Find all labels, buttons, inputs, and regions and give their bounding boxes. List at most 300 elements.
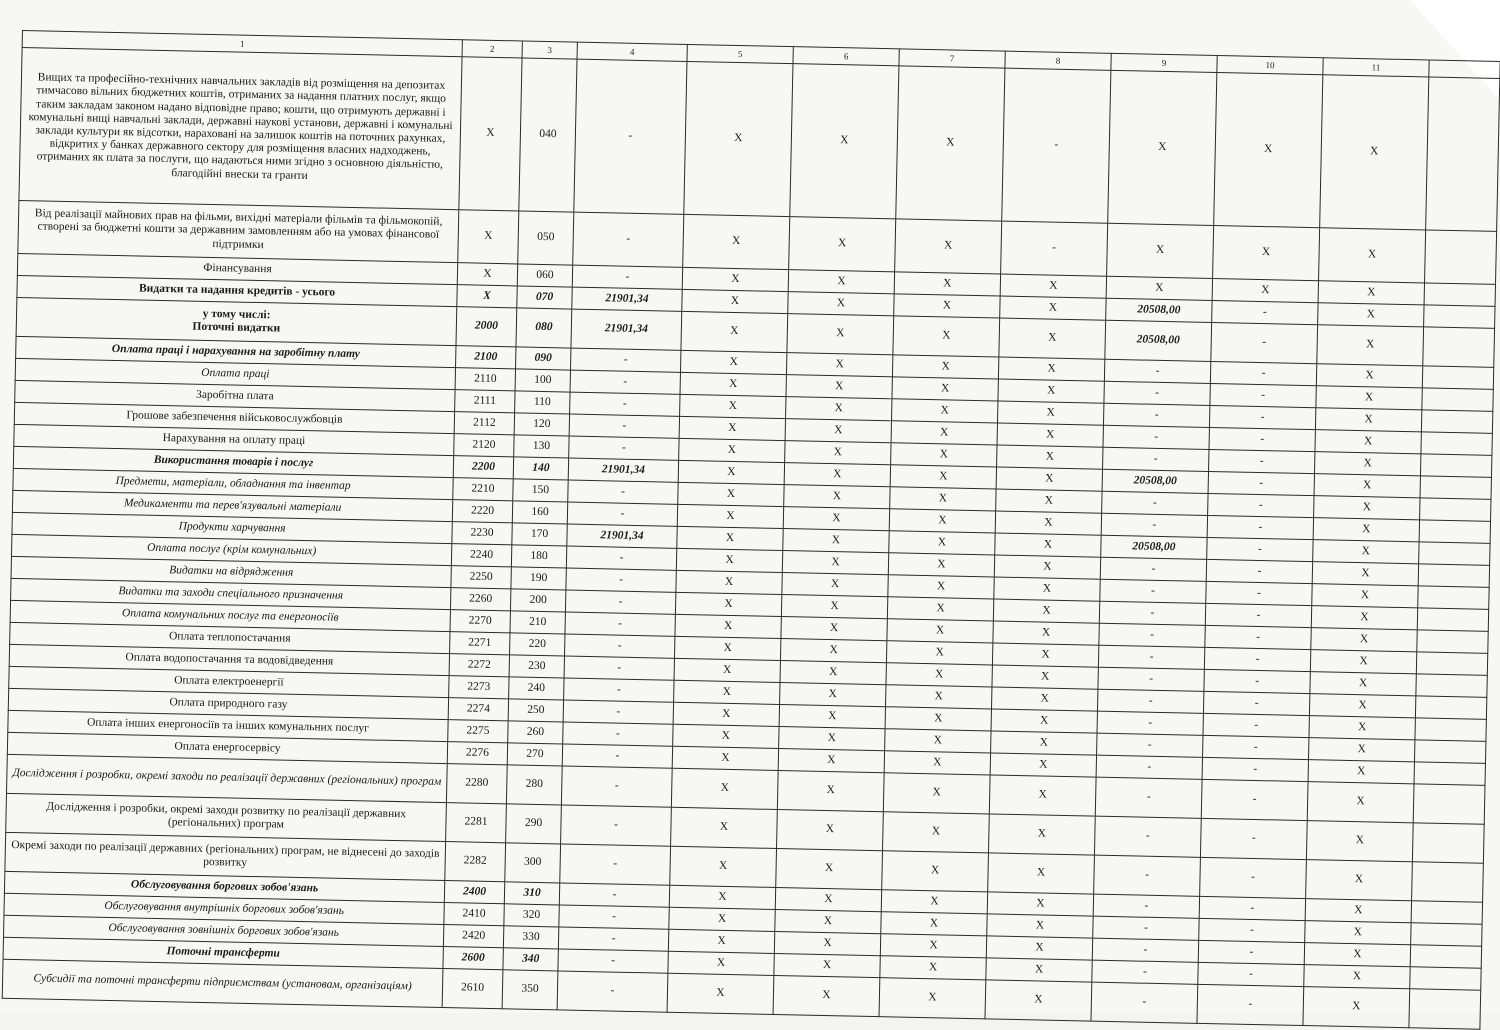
cell-c7: X	[892, 355, 998, 379]
cell-c6: X	[779, 727, 885, 751]
cell-c7: X	[892, 377, 998, 401]
cell-blank	[1417, 630, 1488, 653]
cell-c7: X	[879, 978, 986, 1019]
cell-c9: -	[1099, 601, 1205, 625]
cell-c10: -	[1198, 962, 1304, 986]
cell-c9: -	[1094, 816, 1201, 857]
cell-blank	[1411, 901, 1482, 924]
cell-c6: X	[789, 217, 896, 272]
cell-c8: X	[995, 511, 1101, 535]
cell-c6: X	[781, 595, 887, 619]
cell-c10: -	[1199, 896, 1305, 920]
cell-c10: -	[1209, 405, 1315, 429]
cell-c2: X	[457, 285, 517, 308]
cell-c8: X	[987, 892, 1093, 916]
col-header: 4	[577, 42, 687, 61]
cell-c11: X	[1319, 228, 1426, 283]
cell-c10: -	[1201, 779, 1308, 820]
cell-c11: X	[1303, 987, 1410, 1028]
cell-c11: X	[1310, 650, 1416, 674]
cell-c10: -	[1200, 818, 1307, 859]
cell-c5: X	[677, 526, 783, 550]
cell-c6: X	[783, 529, 889, 553]
cell-c2: 2600	[443, 947, 503, 970]
cell-c5: X	[670, 846, 777, 887]
row-label: Окремі заходи по реалізації державних (регіональних) програм, не віднесені до заходів розвитку	[5, 832, 446, 880]
cell-c4: 21901,34	[572, 287, 682, 311]
cell-c8: X	[997, 445, 1103, 469]
cell-c7: X	[890, 487, 996, 511]
cell-c6: X	[778, 749, 884, 773]
cell-c8: -	[1002, 68, 1111, 223]
cell-c6: X	[786, 353, 892, 377]
cell-blank	[1419, 520, 1490, 543]
cell-c3: 240	[509, 677, 564, 700]
cell-blank	[1420, 498, 1491, 521]
cell-c9: -	[1092, 938, 1198, 962]
row-label: Використання товарів і послуг	[13, 446, 453, 477]
row-label: Оплата праці	[15, 358, 455, 389]
cell-c8: X	[992, 665, 1098, 689]
cell-c3: 350	[502, 970, 558, 1010]
cell-c2: 2275	[448, 720, 508, 743]
cell-c3: 110	[515, 391, 570, 414]
cell-c5: X	[672, 746, 778, 770]
cell-c3: 280	[506, 765, 562, 805]
row-label: Фінансування	[17, 253, 457, 284]
cell-c5: X	[678, 460, 784, 484]
cell-c11: X	[1304, 965, 1410, 989]
cell-c10: -	[1211, 322, 1318, 363]
cell-c5: X	[676, 570, 782, 594]
cell-blank	[1420, 476, 1491, 499]
cell-c4: -	[559, 905, 669, 929]
cell-c7: X	[883, 812, 990, 853]
cell-c10: -	[1200, 857, 1307, 898]
cell-c7: X	[891, 443, 997, 467]
cell-c4: -	[570, 370, 680, 394]
cell-c5: X	[678, 482, 784, 506]
cell-c8: X	[991, 709, 1097, 733]
cell-c5: X	[679, 416, 785, 440]
cell-c5: X	[679, 438, 785, 462]
cell-blank	[1411, 923, 1482, 946]
cell-blank	[1415, 718, 1486, 741]
cell-c3: 130	[514, 435, 569, 458]
cell-c11: X	[1309, 694, 1415, 718]
cell-c7: X	[888, 575, 994, 599]
cell-c9: -	[1102, 491, 1208, 515]
cell-c11: X	[1315, 408, 1421, 432]
cell-c2: 2280	[446, 764, 507, 804]
cell-c7: X	[891, 421, 997, 445]
cell-c5: X	[676, 548, 782, 572]
cell-c2: 2420	[443, 925, 503, 948]
row-label: Оплата комунальних послуг та енергоносіїв	[10, 600, 450, 631]
cell-c8: X	[995, 533, 1101, 557]
cell-c11: X	[1314, 474, 1420, 498]
cell-blank	[1416, 652, 1487, 675]
cell-c5: X	[668, 929, 774, 953]
cell-c6: X	[782, 551, 888, 575]
cell-c9: -	[1097, 689, 1203, 713]
cell-c5: X	[683, 214, 790, 269]
cell-c9: -	[1098, 645, 1204, 669]
cell-c2: 2230	[452, 522, 512, 545]
cell-c2: 2274	[448, 698, 508, 721]
cell-c9: X	[1106, 276, 1212, 300]
cell-c6: X	[779, 705, 885, 729]
col-header: 8	[1005, 51, 1111, 70]
row-label: Заробітна плата	[15, 380, 455, 411]
cell-c6: X	[786, 397, 892, 421]
row-label: Оплата інших енергоносіїв та інших комунальних послуг	[8, 710, 448, 741]
cell-c8: X	[998, 357, 1104, 381]
cell-c7: X	[889, 531, 995, 555]
cell-blank	[1418, 564, 1489, 587]
cell-c6: X	[784, 485, 890, 509]
cell-c10: -	[1208, 493, 1314, 517]
cell-c3: 080	[516, 308, 572, 348]
cell-blank	[1421, 432, 1492, 455]
cell-c6: X	[774, 953, 880, 977]
cell-c8: X	[990, 753, 1096, 777]
cell-c11: X	[1312, 562, 1418, 586]
cell-c11: X	[1316, 364, 1422, 388]
cell-c6: X	[776, 848, 883, 889]
cell-c7: X	[892, 399, 998, 423]
cell-c2: 2410	[444, 903, 504, 926]
cell-c3: 220	[510, 633, 565, 656]
cell-c5: X	[680, 394, 786, 418]
cell-c7: X	[886, 663, 992, 687]
col-header: 2	[462, 40, 522, 58]
cell-c4: -	[573, 212, 684, 267]
cell-c8: X	[996, 489, 1102, 513]
row-label: Оплата електроенергії	[9, 666, 449, 697]
col-header: 3	[522, 41, 577, 59]
cell-blank	[1421, 410, 1492, 433]
cell-c8: X	[986, 936, 1092, 960]
cell-c5: X	[675, 592, 781, 616]
cell-c4: 21901,34	[568, 458, 678, 482]
row-label: Нарахування на оплату праці	[14, 424, 454, 455]
cell-c9: -	[1097, 711, 1203, 735]
cell-c3: 200	[510, 589, 565, 612]
cell-c11: X	[1318, 281, 1424, 305]
cell-c8: X	[989, 775, 1096, 816]
cell-c8: X	[998, 379, 1104, 403]
cell-c6: X	[783, 507, 889, 531]
cell-blank	[1424, 283, 1495, 306]
cell-blank	[1420, 454, 1491, 477]
cell-c11: X	[1312, 584, 1418, 608]
cell-c4: -	[569, 436, 679, 460]
cell-c2: 2272	[449, 654, 509, 677]
row-label: Видатки на відрядження	[11, 556, 451, 587]
cell-c9: -	[1096, 755, 1202, 779]
cell-c11: X	[1313, 518, 1419, 542]
cell-c3: 190	[511, 567, 566, 590]
row-label: Обслуговування зовнішніх боргових зобов'язань	[3, 915, 443, 946]
cell-c10: -	[1203, 735, 1309, 759]
cell-c4: 21901,34	[567, 524, 677, 548]
cell-blank	[1409, 989, 1481, 1029]
cell-c10: -	[1204, 647, 1310, 671]
cell-c10: -	[1205, 625, 1311, 649]
cell-c6: X	[787, 314, 894, 355]
cell-c10: -	[1207, 515, 1313, 539]
cell-c8: X	[991, 731, 1097, 755]
cell-blank	[1412, 823, 1484, 863]
cell-c6: X	[780, 661, 886, 685]
cell-c7: X	[888, 553, 994, 577]
cell-c3: 040	[519, 58, 577, 212]
cell-c5: X	[668, 951, 774, 975]
cell-c3: 260	[508, 721, 563, 744]
cell-c5: X	[677, 504, 783, 528]
col-header: 10	[1217, 56, 1323, 75]
cell-c10: -	[1206, 581, 1312, 605]
cell-c9: 20508,00	[1101, 535, 1207, 559]
cell-blank	[1417, 608, 1488, 631]
cell-c5: X	[673, 724, 779, 748]
cell-c9: -	[1103, 447, 1209, 471]
cell-c6: X	[777, 809, 884, 850]
cell-c11: X	[1311, 628, 1417, 652]
cell-c5: X	[680, 372, 786, 396]
col-header: 5	[687, 44, 793, 63]
cell-blank	[1412, 862, 1484, 902]
cell-blank	[1418, 586, 1489, 609]
cell-c9: -	[1103, 403, 1209, 427]
cell-c3: 120	[514, 413, 569, 436]
cell-c8: X	[996, 467, 1102, 491]
cell-c2: 2276	[447, 742, 507, 765]
cell-c2: 2400	[444, 881, 504, 904]
cell-c10: -	[1205, 603, 1311, 627]
cell-c10: -	[1210, 361, 1316, 385]
cell-c3: 300	[505, 843, 561, 883]
cell-c6: X	[788, 270, 894, 294]
cell-c3: 310	[504, 882, 559, 905]
cell-blank	[1413, 784, 1485, 824]
cell-c6: X	[782, 573, 888, 597]
cell-c4: -	[568, 480, 678, 504]
cell-c5: X	[674, 680, 780, 704]
cell-c3: 210	[510, 611, 565, 634]
cell-c2: 2111	[455, 390, 515, 413]
cell-c7: X	[883, 773, 990, 814]
cell-c4: -	[567, 502, 677, 526]
row-label: Поточні трансферти	[3, 937, 443, 968]
cell-c10: -	[1206, 559, 1312, 583]
cell-c9: -	[1099, 623, 1205, 647]
cell-c9: -	[1092, 960, 1198, 984]
cell-c7: X	[887, 597, 993, 621]
cell-c3: 090	[516, 347, 571, 370]
cell-c11: X	[1309, 738, 1415, 762]
cell-c3: 290	[506, 804, 562, 844]
cell-c7: X	[893, 316, 1000, 357]
cell-c5: X	[673, 702, 779, 726]
cell-c5: X	[674, 636, 780, 660]
cell-c3: 340	[503, 948, 558, 971]
cell-c7: X	[890, 465, 996, 489]
cell-c9: -	[1101, 513, 1207, 537]
cell-c9: -	[1104, 359, 1210, 383]
row-label: у тому числі: Поточні видатки	[16, 297, 457, 345]
cell-c7: X	[881, 912, 987, 936]
cell-c4: -	[563, 722, 673, 746]
cell-blank	[1419, 542, 1490, 565]
cell-c8: X	[999, 318, 1106, 359]
cell-c2: 2250	[451, 566, 511, 589]
row-label: Медикаменти та перев'язувальні матеріали	[12, 490, 452, 521]
cell-c11: X	[1306, 860, 1413, 901]
cell-c8: X	[988, 814, 1095, 855]
cell-c11: X	[1311, 606, 1417, 630]
cell-c6: X	[773, 975, 880, 1016]
cell-c3: 160	[512, 501, 567, 524]
cell-c7: X	[895, 219, 1002, 274]
cell-c2: 2110	[455, 368, 515, 391]
cell-c7: X	[894, 294, 1000, 318]
row-label: Обслуговування внутрішніх боргових зобов'язань	[4, 893, 444, 924]
cell-c8: X	[994, 555, 1100, 579]
cell-c5: X	[669, 907, 775, 931]
cell-blank	[1410, 967, 1481, 990]
cell-c4: -	[565, 590, 675, 614]
cell-c4: -	[570, 392, 680, 416]
col-header: 9	[1111, 53, 1217, 72]
cell-c8: X	[997, 423, 1103, 447]
cell-c2: 2210	[453, 478, 513, 501]
cell-c2: 2240	[451, 544, 511, 567]
cell-c11: X	[1306, 821, 1413, 862]
cell-c11: X	[1310, 672, 1416, 696]
cell-c3: 250	[508, 699, 563, 722]
cell-c9: -	[1091, 982, 1198, 1023]
cell-c4: -	[561, 766, 672, 807]
cell-c11: X	[1308, 760, 1414, 784]
cell-c3: 170	[512, 523, 567, 546]
row-label: Продукти харчування	[12, 512, 452, 543]
col-header: 11	[1323, 58, 1429, 77]
cell-c3: 230	[509, 655, 564, 678]
cell-c4: -	[564, 678, 674, 702]
cell-c9: X	[1107, 223, 1214, 278]
cell-c8: -	[1001, 221, 1108, 276]
row-label: Вищих та професійно-технічних навчальних закладів від розміщення на депозитах тимчасово вільних бюджетних коштів, отриманих за надання платних послуг, якщо таким закладам законом надано відповідне право; кошти, що отримують державні і комунальні вищі навчальні заклади, державні наукові установи, державні і комунальні заклади культури як відсотки, нараховані на залишок коштів на поточних рахунках, відкритих у банках державного сектору для розміщення власних надходжень, отриманих як плата за послуги, що надаються ними згідно з основною діяльністю, благодійні внески та гранти	[19, 48, 462, 210]
cell-c9: X	[1108, 70, 1217, 225]
row-label: Дослідження і розробки, окремі заходи по реалізації державних (регіональних) програм	[7, 754, 448, 802]
cell-c8: X	[997, 401, 1103, 425]
cell-c6: X	[777, 770, 884, 811]
row-label: Субсидії та поточні трансферти підприємствам (установам, організаціям)	[2, 959, 443, 1007]
cell-c2: 2000	[456, 307, 517, 347]
cell-c7: X	[896, 66, 1005, 221]
cell-c7: X	[887, 619, 993, 643]
cell-c3: 270	[507, 743, 562, 766]
cell-blank	[1424, 305, 1495, 328]
cell-c3: 320	[504, 904, 559, 927]
cell-c4: -	[557, 971, 668, 1012]
cell-c2: 2610	[442, 969, 503, 1009]
cell-c11: X	[1320, 75, 1429, 230]
cell-c2: X	[458, 210, 519, 264]
cell-c4: -	[565, 634, 675, 658]
cell-c6: X	[780, 683, 886, 707]
row-label: Оплата природного газу	[8, 688, 448, 719]
cell-c4: -	[569, 414, 679, 438]
cell-c2: 2270	[450, 610, 510, 633]
cell-c6: X	[788, 292, 894, 316]
cell-c9: -	[1100, 557, 1206, 581]
cell-c5: X	[669, 885, 775, 909]
cell-c8: X	[986, 958, 1092, 982]
cell-c10: X	[1214, 73, 1323, 228]
cell-c3: 330	[503, 926, 558, 949]
cell-c2: 2100	[456, 346, 516, 369]
cell-c7: X	[886, 685, 992, 709]
cell-c11: X	[1316, 386, 1422, 410]
cell-c11: X	[1313, 540, 1419, 564]
cell-c2: 2273	[449, 676, 509, 699]
cell-c4: -	[570, 348, 680, 372]
cell-c2: X	[459, 57, 522, 211]
cell-c10: X	[1212, 278, 1318, 302]
cell-c7: X	[894, 272, 1000, 296]
cell-c8: X	[985, 980, 1092, 1021]
cell-c7: X	[885, 729, 991, 753]
cell-c6: X	[775, 909, 881, 933]
cell-c9: -	[1094, 855, 1201, 896]
cell-blank	[1416, 674, 1487, 697]
cell-c7: X	[885, 707, 991, 731]
cell-c4: -	[560, 844, 671, 885]
cell-c2: 2282	[445, 842, 506, 882]
row-label: Обслуговування боргових зобов'язань	[4, 871, 444, 902]
cell-c10: -	[1212, 300, 1318, 324]
cell-c5: X	[682, 289, 788, 313]
cell-c9: -	[1095, 777, 1202, 818]
expenditure-report-table	[2, 30, 1500, 1030]
cell-c4: -	[558, 927, 668, 951]
row-label: Видатки та надання кредитів - усього	[17, 275, 457, 306]
row-label: Від реалізації майнових прав на фільми, вихідні матеріали фільмів та фільмокопій, створені за бюджетні кошти за державним замовленням або на умовах фінансової підтримки	[18, 200, 459, 262]
cell-c9: 20508,00	[1102, 469, 1208, 493]
cell-c2: 2120	[454, 434, 514, 457]
cell-c2: 2271	[450, 632, 510, 655]
row-label: Оплата послуг (крім комунальних)	[11, 534, 451, 565]
cell-c9: -	[1093, 916, 1199, 940]
cell-c9: -	[1104, 381, 1210, 405]
cell-c11: X	[1317, 325, 1424, 366]
cell-c8: X	[993, 599, 1099, 623]
cell-c6: X	[774, 931, 880, 955]
cell-c3: 070	[517, 286, 572, 309]
cell-c3: 150	[513, 479, 568, 502]
cell-blank	[1422, 388, 1493, 411]
cell-c8: X	[987, 914, 1093, 938]
row-label: Дослідження і розробки, окремі заходи розвитку по реалізації державних (регіональних) програм	[6, 793, 447, 841]
cell-c6: X	[785, 441, 891, 465]
cell-c9: 20508,00	[1106, 298, 1212, 322]
col-header: 1	[22, 31, 462, 57]
cell-c4: -	[561, 805, 672, 846]
cell-blank	[1425, 230, 1497, 284]
